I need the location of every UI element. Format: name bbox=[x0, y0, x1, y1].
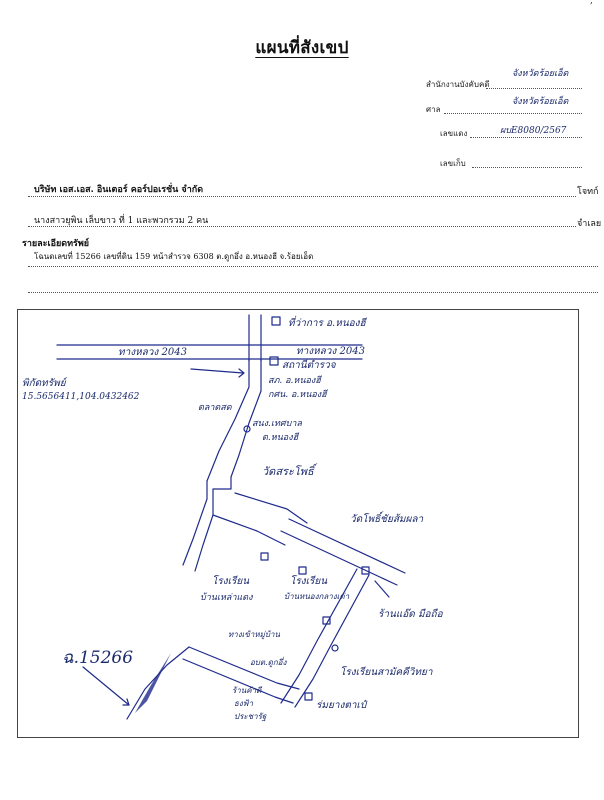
land-office-label: สำนักงานบังคับคดี bbox=[426, 80, 490, 89]
map-label-school-3: โรงเรียนสามัคคีวิทยา bbox=[340, 667, 433, 678]
map-label-highway-right: ทางหลวง 2043 bbox=[296, 346, 365, 357]
property-line-2 bbox=[28, 291, 598, 293]
map-label-school-2b: บ้านหนองกลางเต่า bbox=[284, 592, 350, 601]
map-label-temple-2: วัดโพธิ์ชัยส้มผลา bbox=[350, 514, 424, 525]
plaintiff-suffix: โจทก์ bbox=[577, 187, 599, 197]
defendant-suffix: จำเลย bbox=[577, 219, 602, 229]
map-label-coord-title: พิกัดทรัพย์ bbox=[22, 378, 66, 389]
court-value: จังหวัดร้อยเอ็ด bbox=[512, 97, 569, 107]
receipt-line bbox=[472, 166, 582, 168]
map-label-school-2: โรงเรียน bbox=[290, 576, 328, 587]
land-office-value: จังหวัดร้อยเอ็ด bbox=[512, 69, 569, 79]
map-label-lot-no: ฉ.15266 bbox=[62, 648, 134, 668]
map-label-municipality: สนง.เทศบาล bbox=[252, 419, 302, 429]
property-line-1 bbox=[28, 265, 598, 267]
black-no-label: เลขแดง bbox=[440, 129, 468, 138]
black-no-value: ผบE8080/2567 bbox=[500, 126, 567, 136]
court-label: ศาล bbox=[426, 105, 441, 114]
map-label-school-1b: บ้านเหล่าแดง bbox=[200, 593, 253, 603]
map-label-nfe: กศน. อ.หนองฮี bbox=[268, 390, 327, 400]
plaintiff-name: บริษัท เอส.เอส. อินเตอร์ คอร์ปอเรชั่น จำกัด bbox=[34, 185, 204, 195]
map-label-police-station: สภ. อ.หนองฮี bbox=[268, 376, 321, 386]
map-label-temple-1: วัดสระโพธิ์ bbox=[262, 465, 314, 478]
corner-mark: , bbox=[590, 0, 593, 6]
map-label-school-4: ร่มยางตาเป๋ bbox=[316, 700, 367, 711]
map-label-district-office: ที่ว่าการ อ.หนองฮี bbox=[288, 318, 366, 329]
court-line bbox=[444, 112, 582, 114]
property-heading: รายละเอียดทรัพย์ bbox=[22, 239, 90, 249]
property-detail: โฉนดเลขที่ 15266 เลขที่ดิน 159 หน้าสำรวจ 6308 ต.ดูกอึ่ง อ.หนองฮี จ.ร้อยเอ็ด bbox=[34, 252, 314, 261]
map-label-shop-2c: ประชารัฐ bbox=[234, 712, 267, 721]
map-label-municipality-2: ต.หนองฮี bbox=[262, 433, 299, 443]
page-title: แผนที่สังเขป bbox=[255, 38, 349, 58]
map-label-coords: 15.5656411,104.0432462 bbox=[22, 392, 140, 402]
defendant-name: นางสาวยุพิน เล็บขาว ที่ 1 และพวกรวม 2 คน bbox=[34, 216, 209, 226]
map-label-shop: ร้านแอ๊ด มือถือ bbox=[378, 609, 443, 620]
land-office-line bbox=[486, 87, 582, 89]
map-label-shop-2b: ธงฟ้า bbox=[234, 699, 253, 708]
map-label-village-entry: ทางเข้าหมู่บ้าน bbox=[228, 630, 280, 639]
defendant-line bbox=[28, 225, 576, 227]
receipt-label: เลขเก็บ bbox=[440, 159, 466, 168]
map-label-school-1: โรงเรียน bbox=[212, 576, 250, 587]
map-label-shop-2: ร้านค้าดี bbox=[232, 686, 262, 695]
map-label-sao: อบต.ดูกอึ่ง bbox=[250, 658, 287, 667]
map-label-market: ตลาดสด bbox=[198, 403, 232, 413]
map-label-police: สถานีตำรวจ bbox=[282, 360, 336, 371]
plaintiff-line bbox=[28, 195, 576, 197]
map-label-highway-left: ทางหลวง 2043 bbox=[118, 347, 187, 358]
